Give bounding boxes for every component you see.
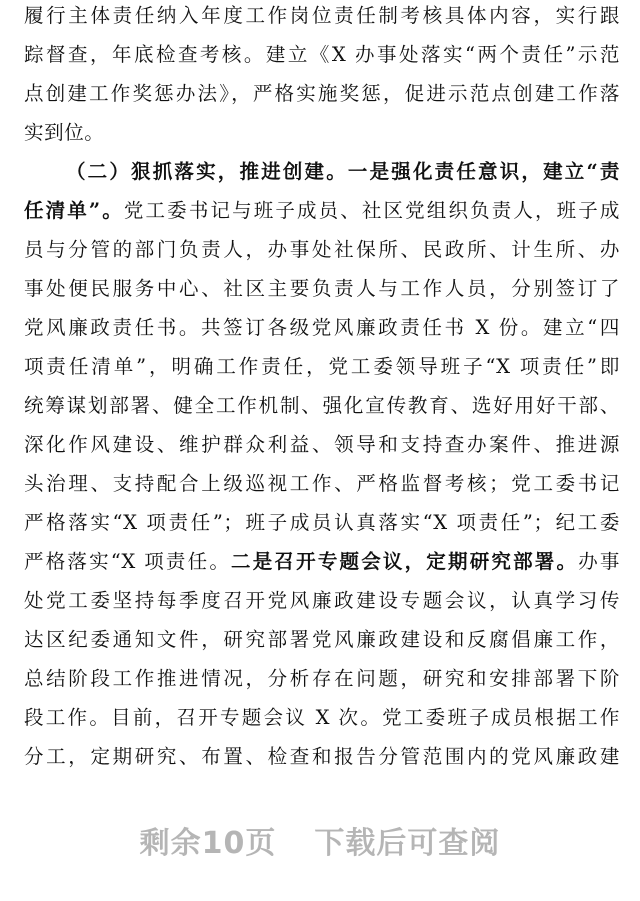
text-line: 头治理、支持配合上级巡视工作、严格监督考核；党工委书记 xyxy=(24,472,620,495)
text-line: 总结阶段工作推进情况，分析存在问题，研究和安排部署下阶 xyxy=(24,667,620,690)
text-line: 深化作风建设、维护群众利益、领导和支持查办案件、推进源 xyxy=(24,433,620,456)
remaining-pages-label: 剩余10页 xyxy=(139,826,277,861)
text-line xyxy=(24,550,620,574)
text-line: 事处便民服务中心、社区主要负责人与工作人员，分别签订了 xyxy=(24,277,620,300)
text-line: 统筹谋划部署、健全工作机制、强化宣传教育、选好用好干部、 xyxy=(24,394,620,417)
download-to-view-label[interactable]: 下载后可查阅 xyxy=(314,826,501,861)
text-line: 达区纪委通知文件，研究部署党风廉政建设和反腐倡廉工作， xyxy=(24,628,620,651)
paragraph-heading-line xyxy=(66,160,620,184)
text-line: 严格落实“X 项责任”；班子成员认真落实“X 项责任”；纪工委 xyxy=(24,511,620,534)
text-line: 员与分管的部门负责人，办事处社保所、民政所、计生所、办 xyxy=(24,238,620,261)
body-text: 办事 xyxy=(578,550,621,573)
text-line: 履行主体责任纳入年度工作岗位责任制考核具体内容，实行跟 xyxy=(24,4,620,27)
body-text: 党工委书记与班子成员、社区党组织负责人，班子成 xyxy=(123,199,620,222)
text-line: 踪督查，年底检查考核。建立《X 办事处落实“两个责任”示范 xyxy=(24,43,620,66)
body-text: 严格落实“X 项责任。 xyxy=(24,550,232,573)
text-line: 分工，定期研究、布置、检查和报告分管范围内的党风廉政建 xyxy=(24,745,620,768)
download-prompt[interactable] xyxy=(0,818,640,862)
subsection-heading: 任清单”。 xyxy=(24,199,124,222)
text-line: 实到位。 xyxy=(24,121,105,144)
text-line: 党风廉政责任书。共签订各级党风廉政责任书 X 份。建立“四 xyxy=(24,316,620,339)
text-line xyxy=(24,199,620,223)
subsection-heading: 一是强化责任意识，建立“责 xyxy=(347,160,620,183)
text-line: 段工作。目前，召开专题会议 X 次。党工委班子成员根据工作 xyxy=(24,706,620,729)
text-line: 点创建工作奖惩办法》，严格实施奖惩，促进示范点创建工作落 xyxy=(24,82,620,105)
text-line: 项责任清单”，明确工作责任，党工委领导班子“X 项责任”即 xyxy=(24,355,620,378)
section-heading: （二）狠抓落实，推进创建。 xyxy=(66,160,348,183)
text-line: 处党工委坚持每季度召开党风廉政建设专题会议，认真学习传 xyxy=(24,589,620,612)
subsection-heading: 二是召开专题会议，定期研究部署。 xyxy=(231,550,579,573)
